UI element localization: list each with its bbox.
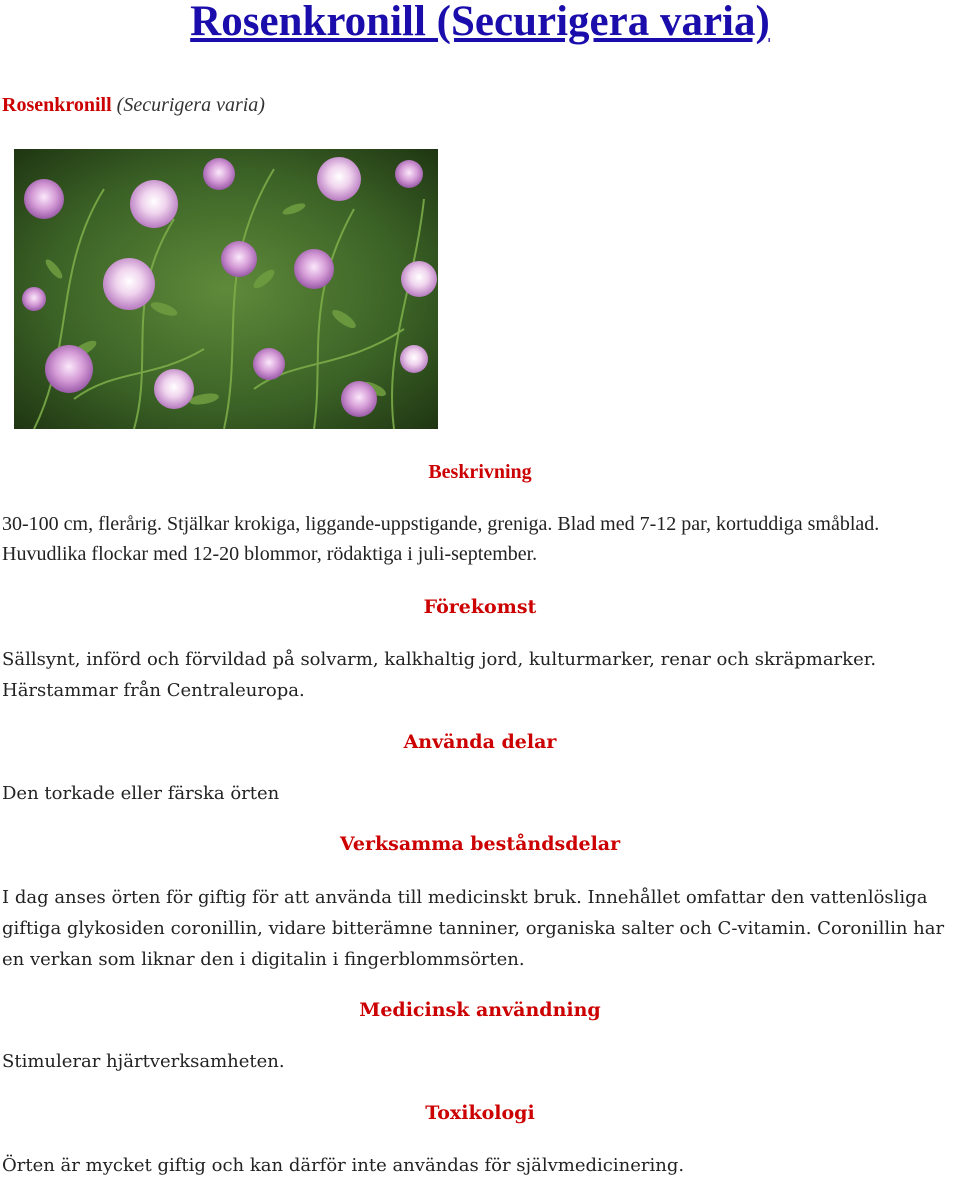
plant-name: Rosenkronill [2,94,112,116]
heading-verksamma: Verksamma beståndsdelar [339,833,621,855]
plant-latin-name: (Securigera varia) [116,94,265,116]
heading-toxikologi: Toxikologi [425,1102,535,1124]
plant-photo [14,149,438,429]
text-anvanda-delar: Den torkade eller färska örten [2,783,280,804]
text-beskrivning: 30-100 cm, flerårig. Stjälkar krokiga, liggande-uppstigande, greniga. Blad med 7-12 par, kortuddiga småblad. Huvudlika flockar med 12-20 blommor, rödaktiga i juli-september. [2,513,880,565]
heading-beskrivning: Beskrivning [428,461,532,483]
heading-anvanda-delar: Använda delar [403,731,557,753]
text-verksamma: I dag anses örten för giftig för att använda till medicinskt bruk. Innehållet omfattar den vattenlösliga giftiga glykosiden coronillin, vidare bitterämne tanniner, organiska salter och C-vitamin. Coronillin har en verkan som liknar den i digitalin i fingerblommsörten. [2,887,945,970]
text-forekomst: Sällsynt, införd och förvildad på solvarm, kalkhaltig jord, kulturmarker, renar och skräpmarker. Härstammar från Centraleuropa. [2,649,877,701]
intro-line [2,91,265,119]
text-medicinsk: Stimulerar hjärtverksamheten. [2,1051,285,1072]
page-title [0,0,960,44]
heading-forekomst: Förekomst [423,596,537,618]
heading-medicinsk: Medicinsk användning [359,999,601,1021]
page-title-link[interactable]: Rosenkronill (Securigera varia) [190,0,770,45]
text-toxikologi: Örten är mycket giftig och kan därför inte användas för självmedicinering. [2,1155,685,1176]
